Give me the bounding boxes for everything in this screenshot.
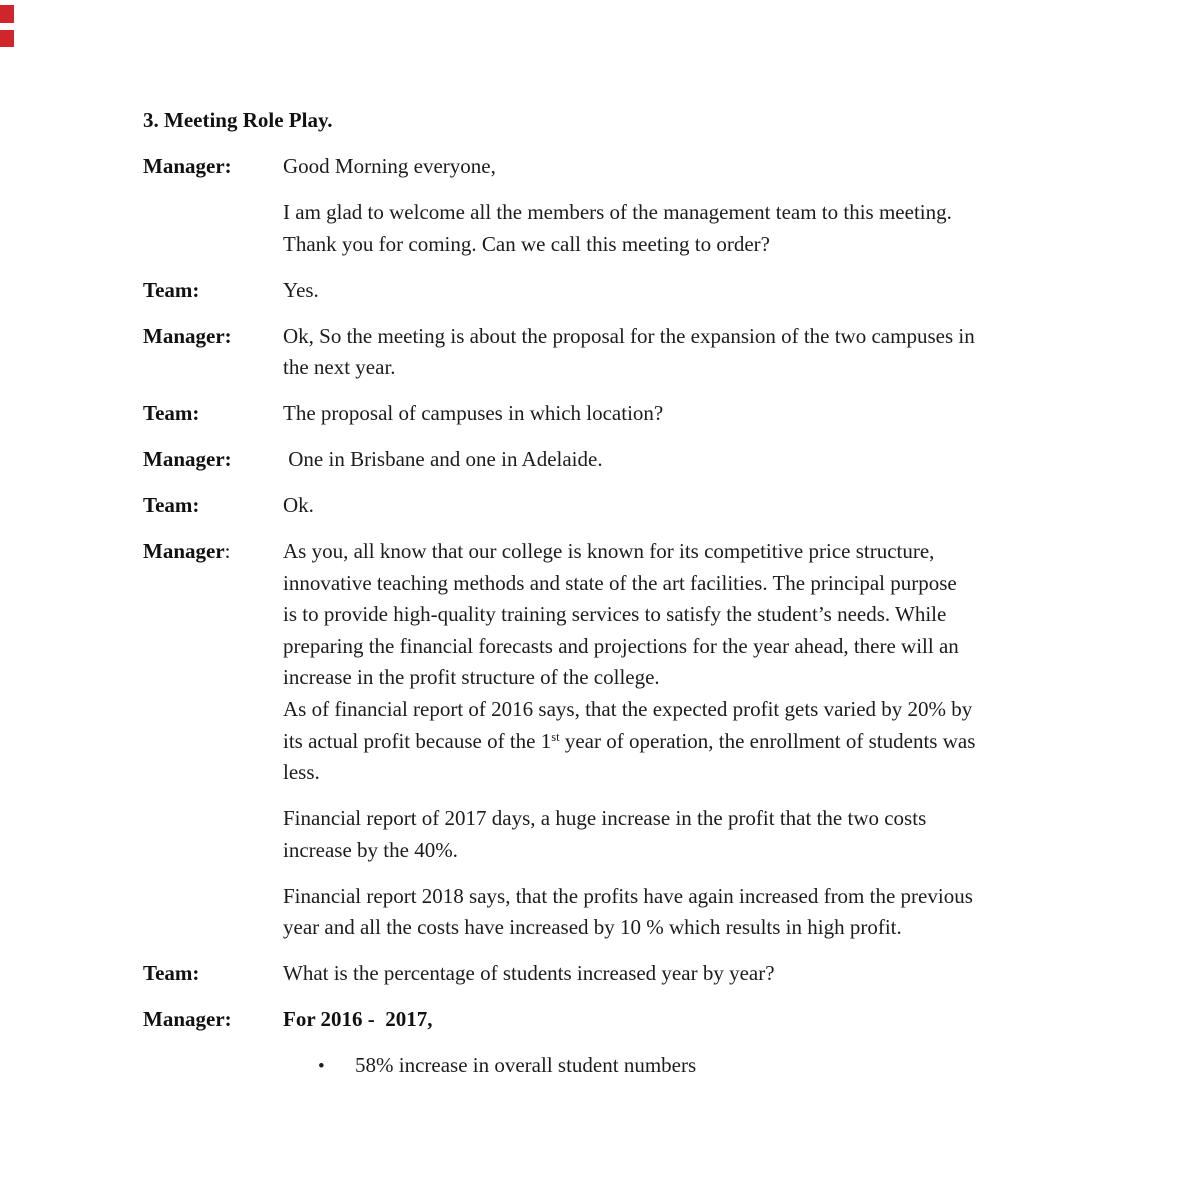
text-line: What is the percentage of students increased year by year?	[283, 961, 775, 986]
speech-content	[283, 958, 1073, 1004]
paragraph	[283, 958, 1073, 990]
text-line: preparing the financial forecasts and projections for the year ahead, there will an	[283, 633, 959, 658]
text-line: is to provide high-quality training services to satisfy the student’s needs. While	[283, 602, 947, 627]
text-line: As you, all know that our college is known for its competitive price structure,	[283, 539, 935, 564]
paragraph	[283, 881, 1073, 944]
speaker-label	[143, 490, 283, 536]
speaker-label	[143, 536, 283, 958]
paragraph	[283, 398, 1073, 430]
speaker-name: Team:	[143, 961, 200, 986]
speech-content	[283, 321, 1073, 399]
text-line: year and all the costs have increased by 10 % which results in high profit.	[283, 915, 902, 940]
paragraph	[283, 536, 1073, 789]
text-line: the next year.	[283, 355, 396, 380]
bullet-text: 58% increase in overall student numbers	[355, 1053, 697, 1078]
dialogue-row	[143, 444, 1073, 490]
speaker-name: Manager:	[143, 323, 232, 348]
speech-content	[283, 1004, 1073, 1097]
dialogue-row	[143, 1004, 1073, 1097]
speaker-label	[143, 398, 283, 444]
speaker-name: Team:	[143, 277, 200, 302]
bullet-icon: •	[318, 1056, 325, 1078]
paragraph	[283, 1004, 1073, 1036]
text-line: One in Brisbane and one in Adelaide.	[283, 447, 603, 472]
text-line: Ok, So the meeting is about the proposal for the expansion of the two campuses in	[283, 323, 975, 348]
text-line: Thank you for coming. Can we call this meeting to order?	[283, 231, 770, 256]
dialogue-row	[143, 958, 1073, 1004]
text-line: I am glad to welcome all the members of the management team to this meeting.	[283, 199, 952, 224]
speaker-label	[143, 1004, 283, 1097]
paragraph	[283, 197, 1073, 260]
dialogue-row	[143, 490, 1073, 536]
bullet-item	[283, 1050, 1073, 1083]
speaker-label	[143, 151, 283, 275]
dialogue-row	[143, 536, 1073, 958]
text-line: Ok.	[283, 493, 314, 518]
text-line: The proposal of campuses in which location?	[283, 401, 664, 426]
text-line	[283, 726, 1073, 758]
text-line: increase by the 40%.	[283, 837, 458, 862]
text-line: For 2016 - 2017,	[283, 1007, 433, 1032]
dialogue-row	[143, 275, 1073, 321]
document-body	[143, 105, 1073, 1097]
text-line: Financial report of 2017 days, a huge increase in the profit that the two costs	[283, 806, 927, 831]
text-line: Yes.	[283, 277, 319, 302]
red-marker-bottom	[0, 30, 14, 47]
paragraph	[283, 275, 1073, 307]
speaker-name: Manager	[143, 539, 225, 564]
speaker-label	[143, 444, 283, 490]
speaker-name: Manager:	[143, 1007, 232, 1032]
paragraph	[283, 803, 1073, 866]
speaker-name: Manager:	[143, 153, 232, 178]
speaker-label	[143, 321, 283, 399]
superscript: st	[551, 729, 560, 744]
speech-content	[283, 398, 1073, 444]
speaker-name: Team:	[143, 401, 200, 426]
text-line: innovative teaching methods and state of the art facilities. The principal purpose	[283, 570, 957, 595]
text-line: increase in the profit structure of the college.	[283, 665, 660, 690]
text-line: less.	[283, 760, 320, 785]
speaker-name: Team:	[143, 493, 200, 518]
dialogue-row	[143, 321, 1073, 399]
text-line: Good Morning everyone,	[283, 153, 496, 178]
paragraph	[283, 444, 1073, 476]
speech-content	[283, 536, 1073, 958]
speech-content	[283, 490, 1073, 536]
paragraph	[283, 490, 1073, 522]
dialogue-row	[143, 398, 1073, 444]
paragraph	[283, 321, 1073, 384]
speech-content	[283, 151, 1073, 275]
speaker-label	[143, 958, 283, 1004]
dialogue	[143, 151, 1073, 1097]
speaker-label	[143, 275, 283, 321]
speaker-colon: :	[224, 539, 231, 564]
red-marker-top	[0, 5, 14, 23]
paragraph	[283, 151, 1073, 183]
text-line: As of financial report of 2016 says, that the expected profit gets varied by 20% by	[283, 697, 973, 722]
document-title: 3. Meeting Role Play.	[143, 108, 333, 132]
dialogue-row	[143, 151, 1073, 275]
speech-content	[283, 444, 1073, 490]
text-segment: year of operation, the enrollment of students was	[559, 728, 976, 753]
text-segment: its actual profit because of the 1	[283, 728, 552, 753]
text-line: Financial report 2018 says, that the profits have again increased from the previous	[283, 883, 973, 908]
speech-content	[283, 275, 1073, 321]
speaker-name: Manager:	[143, 447, 232, 472]
